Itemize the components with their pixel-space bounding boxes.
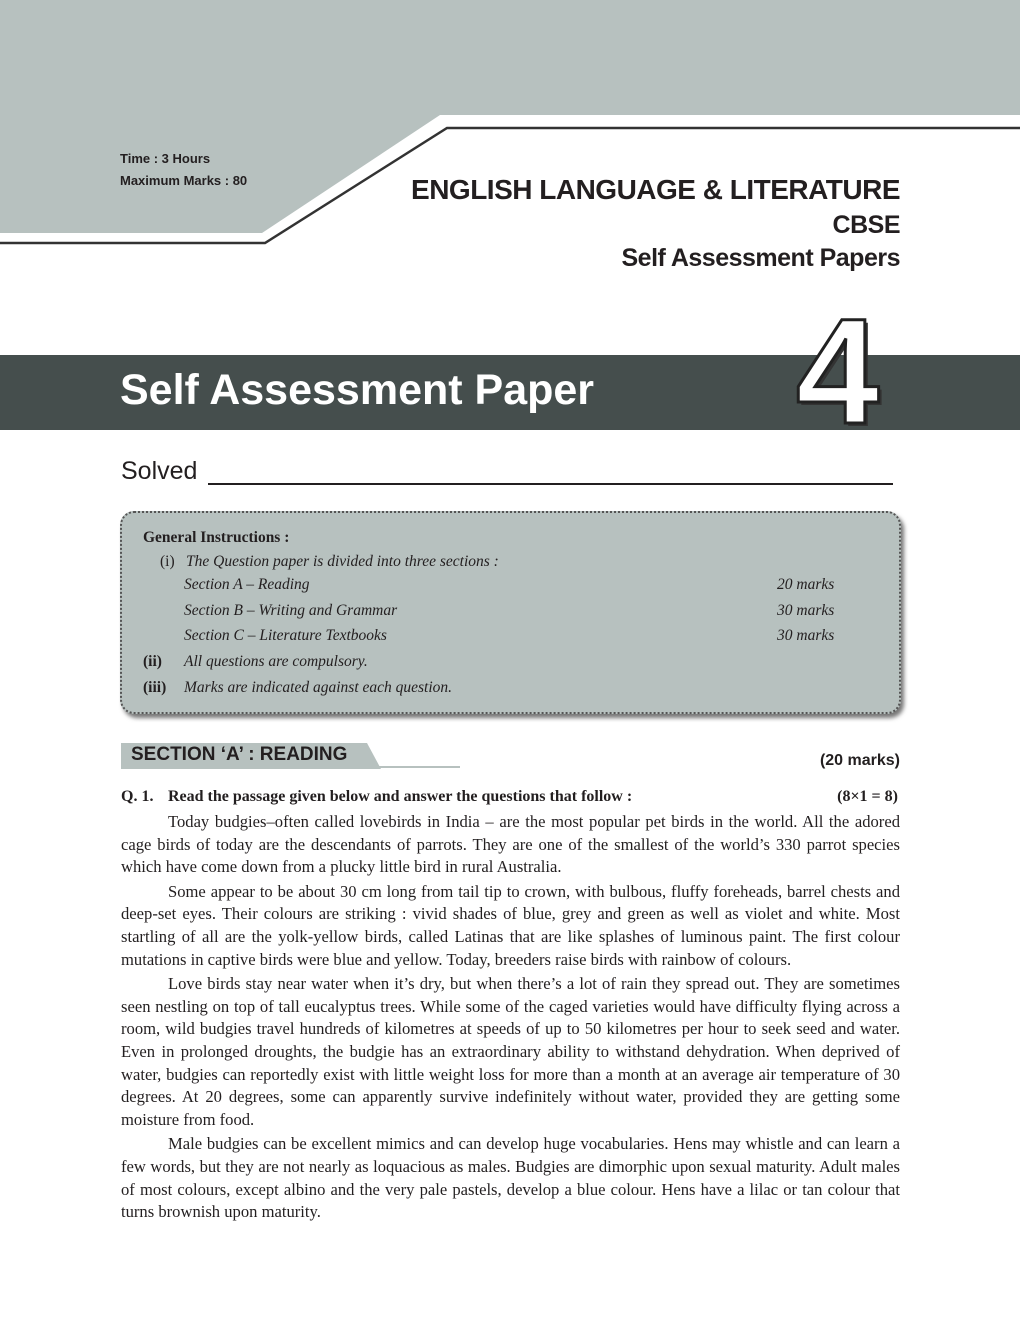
passage-paragraph: Love birds stay near water when it’s dry, but when there’s a lot of rain they spread out. They are sometimes seen nestling on top of tall eucalyptus trees. While some of the caged varieties would have difficulty flying across a room, wild budgies travel hundreds of kilometres at speeds of up to 50 kilometres per hour to seek seed and water. Even in prolonged droughts, the budgie has an extraordinary ability to withstand dehydration. When deprived of water, budgies can reportedly exist with little weight loss for more than a month at an average air temperature of 30 degrees. At 20 degrees, some can apparently survive indefinitely without water, provided they are getting some moisture from food. <box>121 974 900 1129</box>
question-number: Q. 1. <box>121 788 154 805</box>
section-desc: – Reading <box>246 576 310 593</box>
instruction-text: The Question paper is divided into three sections : <box>186 553 499 570</box>
series-title: Self Assessment Papers <box>621 244 900 272</box>
instruction-text: Marks are indicated against each question. <box>184 679 453 696</box>
reading-passage <box>121 811 900 1226</box>
instruction-text: All questions are compulsory. <box>184 653 368 670</box>
subject-title: ENGLISH LANGUAGE & LITERATURE <box>411 174 900 205</box>
section-marks: 20 marks <box>777 576 835 593</box>
passage-paragraph: Today budgies–often called lovebirds in India – are the most popular pet birds in the world. All the adored cage birds of today are the descendants of parrots. They are one of the smallest of the world’s 330 parrot species which have come down from a plucky little bird in rural Australia. <box>121 812 900 877</box>
solved-label: Solved <box>121 457 198 485</box>
max-marks-label: Maximum Marks : 80 <box>120 173 248 188</box>
board-title: CBSE <box>832 211 900 239</box>
instruction-number: (i) <box>160 553 175 570</box>
instruction-number: (ii) <box>143 653 162 670</box>
section-desc: – Literature Textbooks <box>247 627 387 644</box>
section-marks: 30 marks <box>777 602 835 619</box>
section-marks: 30 marks <box>777 627 835 644</box>
passage-paragraph: Some appear to be about 30 cm long from tail tip to crown, with bulbous, fluffy foreheads, barrel chests and deep-set eyes. Their colours are striking : vivid shades of blue, grey and green as well as violet and white. Most startling of all are the yolk-yellow birds, called Latinas that are like splashes of luminous paint. The first colour mutations in captive birds were blue and yellow. Today, breeders raise birds with rainbow of colours. <box>121 881 900 969</box>
section-name: Section C <box>184 627 244 644</box>
question-marks: (8×1 = 8) <box>837 788 898 805</box>
solved-underline <box>208 483 893 485</box>
instruction-number: (iii) <box>143 679 167 696</box>
section-name: Section B <box>184 602 243 619</box>
passage-paragraph: Male budgies can be excellent mimics and can develop huge vocabularies. Hens may whistle and can learn a few words, but they are not nearly as loquacious as males. Budgies are dimorphic upon sexual maturity. Adult males of most colours, except albino and the very pale pastels, develop a blue colour. Hens have a lilac or tan colour that turns brownish upon maturity. <box>121 1134 900 1222</box>
section-marks: (20 marks) <box>819 752 900 769</box>
time-label: Time : 3 Hours <box>120 151 211 166</box>
paper-number: 4 <box>796 287 880 455</box>
section-title: SECTION ‘A’ : READING <box>131 744 348 765</box>
section-row <box>184 627 387 645</box>
instructions-heading: General Instructions : <box>143 529 290 546</box>
paper-title: Self Assessment Paper <box>120 366 595 414</box>
section-desc: – Writing and Grammar <box>246 602 398 619</box>
general-instructions-box <box>120 511 901 714</box>
section-row <box>184 576 310 594</box>
section-tab-underline <box>370 766 460 768</box>
section-row <box>184 602 397 620</box>
section-name: Section A <box>184 576 243 593</box>
question-text: Read the passage given below and answer the questions that follow : <box>168 788 633 805</box>
